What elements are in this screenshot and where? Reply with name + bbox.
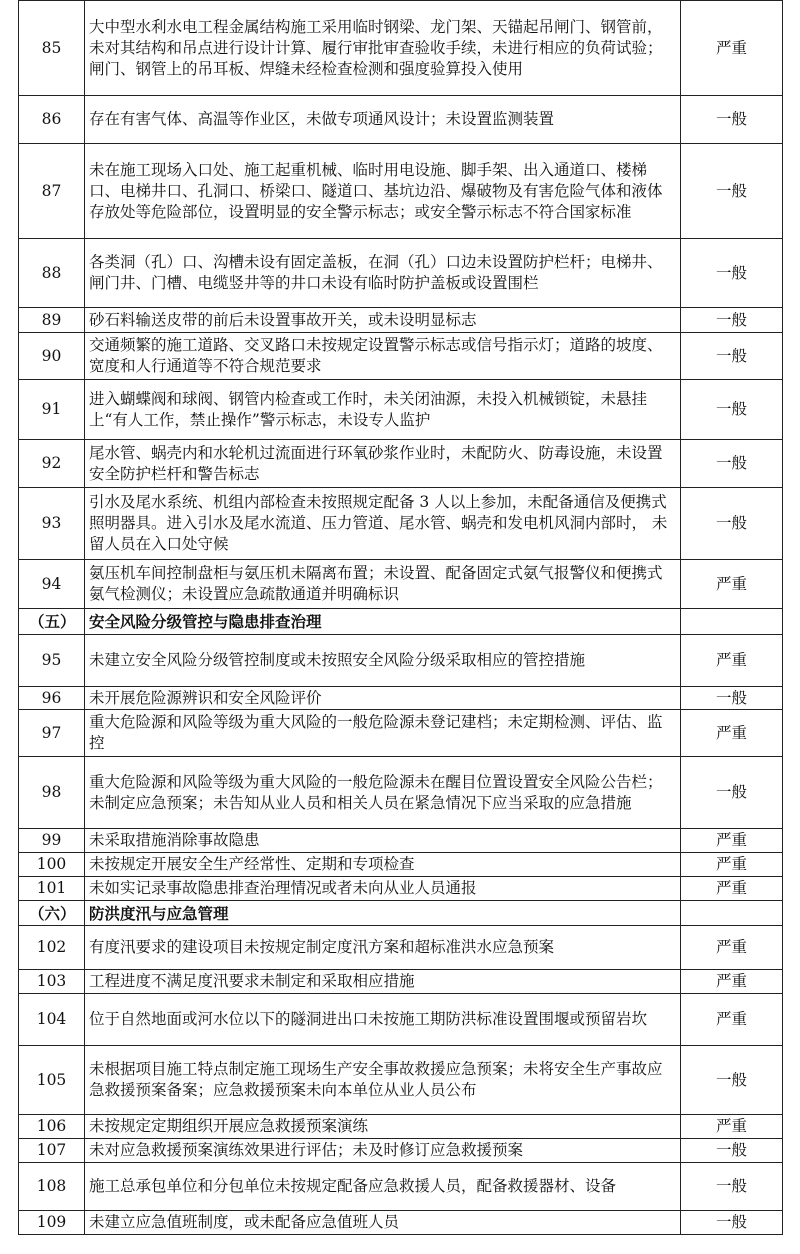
table-row [19, 308, 783, 333]
hazard-table-body [19, 1, 783, 1235]
item-description: 未对应急救援预案演练效果进行评估；未及时修订应急救援预案 [85, 1139, 681, 1163]
item-description: 引水及尾水系统、机组内部检查未按照规定配备 3 人以上参加，未配备通信及便携式照明器具。进入引水及尾水流道、压力管道、尾水管、蜗壳和发电机风洞内部时， 未留人员在入口处守候 [85, 488, 681, 560]
item-description: 存在有害气体、高温等作业区，未做专项通风设计；未设置监测装置 [85, 96, 681, 144]
table-row [19, 1046, 783, 1115]
section-header-row [19, 609, 783, 635]
item-number: 87 [19, 144, 85, 239]
item-number: 101 [19, 877, 85, 901]
item-description: 未建立应急值班制度，或未配备应急值班人员 [85, 1211, 681, 1235]
item-number: 105 [19, 1046, 85, 1115]
item-number: 91 [19, 380, 85, 440]
item-description: 未采取措施消除事故隐患 [85, 829, 681, 853]
item-number: 99 [19, 829, 85, 853]
severity-level: 严重 [681, 970, 783, 994]
item-description: 进入蝴蝶阀和球阀、钢管内检查或工作时，未关闭油源，未投入机械锁锭，未悬挂上“有人工作，禁止操作”警示标志，未设专人监护 [85, 380, 681, 440]
item-number: 93 [19, 488, 85, 560]
item-description: 交通频繁的施工道路、交叉路口未按规定设置警示标志或信号指示灯；道路的坡度、宽度和人行通道等不符合规范要求 [85, 333, 681, 380]
item-number: 109 [19, 1211, 85, 1235]
severity-level: 严重 [681, 877, 783, 901]
table-row [19, 488, 783, 560]
item-description: 位于自然地面或河水位以下的隧洞进出口未按施工期防洪标准设置围堰或预留岩坎 [85, 994, 681, 1046]
severity-level: 一般 [681, 1163, 783, 1211]
item-number: 85 [19, 1, 85, 96]
severity-level: 一般 [681, 144, 783, 239]
severity-level: 一般 [681, 333, 783, 380]
item-description: 尾水管、蜗壳内和水轮机过流面进行环氧砂浆作业时，未配防火、防毒设施，未设置安全防护栏杆和警告标志 [85, 440, 681, 488]
item-number: 102 [19, 926, 85, 970]
table-row [19, 710, 783, 757]
severity-level: 严重 [681, 710, 783, 757]
item-number: 95 [19, 635, 85, 687]
item-number: 103 [19, 970, 85, 994]
item-number: 92 [19, 440, 85, 488]
item-description: 未如实记录事故隐患排查治理情况或者未向从业人员通报 [85, 877, 681, 901]
item-description: 未在施工现场入口处、施工起重机械、临时用电设施、脚手架、出入通道口、楼梯口、电梯井口、孔洞口、桥梁口、隧道口、基坑边沿、爆破物及有害危险气体和液体存放处等危险部位，设置明显的安全警示标志；或安全警示标志不符合国家标准 [85, 144, 681, 239]
item-number: 90 [19, 333, 85, 380]
item-description: 大中型水利水电工程金属结构施工采用临时钢梁、龙门架、天锚起吊闸门、钢管前，未对其结构和吊点进行设计计算、履行审批审查验收手续，未进行相应的负荷试验；闸门、钢管上的吊耳板、焊缝未经检查检测和强度验算投入使用 [85, 1, 681, 96]
table-row [19, 1, 783, 96]
item-number: 94 [19, 560, 85, 609]
item-number: 108 [19, 1163, 85, 1211]
item-description: 有度汛要求的建设项目未按规定制定度汛方案和超标准洪水应急预案 [85, 926, 681, 970]
severity-level: 一般 [681, 687, 783, 710]
item-number: 106 [19, 1115, 85, 1139]
severity-level: 严重 [681, 926, 783, 970]
item-number: 89 [19, 308, 85, 333]
table-row [19, 1163, 783, 1211]
table-row [19, 877, 783, 901]
severity-level: 严重 [681, 1115, 783, 1139]
item-description: 工程进度不满足度汛要求未制定和采取相应措施 [85, 970, 681, 994]
table-row [19, 926, 783, 970]
section-title: 防洪度汛与应急管理 [85, 901, 681, 926]
severity-level: 一般 [681, 1211, 783, 1235]
severity-level: 一般 [681, 440, 783, 488]
item-description: 重大危险源和风险等级为重大风险的一般危险源未在醒目位置设置安全风险公告栏；未制定应急预案；未告知从业人员和相关人员在紧急情况下应当采取的应急措施 [85, 757, 681, 829]
item-description: 重大危险源和风险等级为重大风险的一般危险源未登记建档；未定期检测、评估、监控 [85, 710, 681, 757]
severity-level: 一般 [681, 488, 783, 560]
item-description: 各类洞（孔）口、沟槽未设有固定盖板，在洞（孔）口边未设置防护栏杆；电梯井、闸门井、门槽、电缆竖井等的井口未设有临时防护盖板或设置围栏 [85, 239, 681, 308]
table-row [19, 1115, 783, 1139]
section-header-row [19, 901, 783, 926]
severity-level: 严重 [681, 635, 783, 687]
table-row [19, 1139, 783, 1163]
severity-level: 严重 [681, 994, 783, 1046]
severity-level: 一般 [681, 308, 783, 333]
item-description: 氨压机车间控制盘柜与氨压机未隔离布置；未设置、配备固定式氨气报警仪和便携式氨气检测仪；未设置应急疏散通道并明确标识 [85, 560, 681, 609]
table-row [19, 970, 783, 994]
item-number: 104 [19, 994, 85, 1046]
severity-level: 严重 [681, 829, 783, 853]
severity-level: 一般 [681, 757, 783, 829]
table-row [19, 853, 783, 877]
item-number: 107 [19, 1139, 85, 1163]
item-number: 86 [19, 96, 85, 144]
table-row [19, 239, 783, 308]
table-row [19, 635, 783, 687]
table-row [19, 440, 783, 488]
severity-level: 严重 [681, 560, 783, 609]
section-number: （五） [19, 609, 85, 635]
table-row [19, 757, 783, 829]
item-description: 未按规定开展安全生产经常性、定期和专项检查 [85, 853, 681, 877]
item-description: 未开展危险源辨识和安全风险评价 [85, 687, 681, 710]
section-number: （六） [19, 901, 85, 926]
item-description: 未根据项目施工特点制定施工现场生产安全事故救援应急预案；未将安全生产事故应急救援预案备案；应急救援预案未向本单位从业人员公布 [85, 1046, 681, 1115]
item-description: 砂石料输送皮带的前后未设置事故开关，或未设明显标志 [85, 308, 681, 333]
hazard-table [18, 0, 783, 1235]
table-row [19, 994, 783, 1046]
section-level-cell [681, 609, 783, 635]
table-row [19, 829, 783, 853]
item-description: 施工总承包单位和分包单位未按规定配备应急救援人员，配备救援器材、设备 [85, 1163, 681, 1211]
section-level-cell [681, 901, 783, 926]
item-number: 97 [19, 710, 85, 757]
section-title: 安全风险分级管控与隐患排查治理 [85, 609, 681, 635]
severity-level: 一般 [681, 380, 783, 440]
severity-level: 一般 [681, 239, 783, 308]
item-number: 96 [19, 687, 85, 710]
severity-level: 严重 [681, 853, 783, 877]
table-row [19, 380, 783, 440]
item-number: 98 [19, 757, 85, 829]
item-number: 88 [19, 239, 85, 308]
item-number: 100 [19, 853, 85, 877]
table-row [19, 333, 783, 380]
table-row [19, 96, 783, 144]
table-row [19, 144, 783, 239]
table-row [19, 560, 783, 609]
severity-level: 一般 [681, 1046, 783, 1115]
item-description: 未按规定定期组织开展应急救援预案演练 [85, 1115, 681, 1139]
item-description: 未建立安全风险分级管控制度或未按照安全风险分级采取相应的管控措施 [85, 635, 681, 687]
table-row [19, 687, 783, 710]
severity-level: 一般 [681, 1139, 783, 1163]
severity-level: 严重 [681, 1, 783, 96]
table-row [19, 1211, 783, 1235]
severity-level: 一般 [681, 96, 783, 144]
